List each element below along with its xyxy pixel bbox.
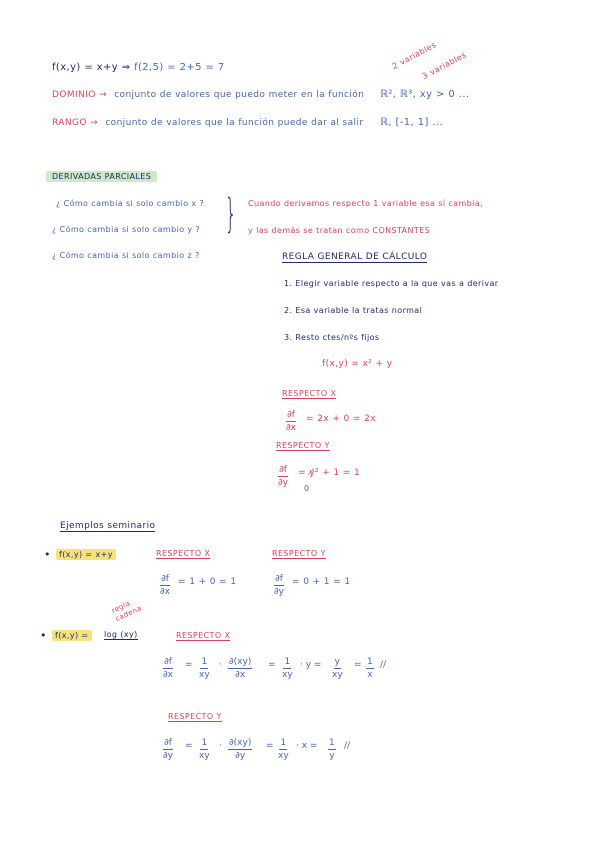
ex2-formula: f(x,y) = [52, 630, 92, 641]
ex2-respecto-x [176, 631, 230, 640]
function-definition [52, 62, 225, 73]
fraction-denominator: ∂y [278, 478, 288, 488]
formula-example: f(2,5) = 2+5 = 7 [134, 62, 225, 73]
dominio-values: ℝ², ℝ³, xy > 0 ... [380, 89, 470, 100]
fraction-denominator: xy [282, 670, 293, 680]
regla-function: f(x,y) = x² + y [322, 359, 393, 369]
question-z: ¿ Cómo cambia si solo cambio z ? [52, 251, 200, 260]
regla-respecto-y [276, 441, 330, 450]
ex2x-frac-dfdx [163, 657, 173, 680]
fraction-denominator: y [329, 751, 335, 761]
ex2x-frac-dxy-dx [228, 657, 252, 680]
regla-title [282, 252, 427, 262]
equals-sign: = [185, 741, 193, 751]
regla-dx-result: = 2x + 0 = 2x [306, 414, 376, 424]
ex2-respecto-y [168, 712, 222, 721]
ex1-dx-result: = 1 + 0 = 1 [178, 577, 237, 587]
rango-values: ℝ, [-1, 1] ... [380, 117, 444, 128]
fraction-denominator: xy [332, 670, 343, 680]
note-2-variables: 2 variables [390, 40, 438, 71]
fraction-numerator: 1 [201, 657, 208, 667]
fraction-numerator: ∂f [164, 657, 172, 667]
fraction-numerator: ∂(xy) [229, 738, 252, 748]
ex2-log-text: log (xy) [104, 630, 138, 639]
ex2-regla-cadena-note: regla cadena [110, 599, 143, 624]
rango-text: conjunto de valores que la función puede dar al salir [105, 118, 364, 128]
ex1-respecto-y [272, 549, 326, 558]
fraction-denominator: xy [199, 670, 210, 680]
equals-sign: = [268, 660, 276, 670]
times-x: · x = [296, 741, 318, 751]
fraction-numerator: 1 [367, 657, 373, 667]
ex1-dy-result: = 0 + 1 = 1 [292, 577, 351, 587]
bullet-2: • [40, 629, 47, 642]
times-y: · y = [300, 660, 322, 670]
note-3-variables: 3 variables [420, 50, 468, 81]
dot-operator: · [219, 660, 222, 670]
ex2-respecto-x-text: RESPECTO X [176, 631, 231, 640]
regla-dy-zero: 0 [304, 484, 310, 493]
ex1-respecto-x [156, 549, 210, 558]
regla-title-text: REGLA GENERAL DE CÁLCULO [282, 252, 428, 262]
ex2x-frac-1-xy [199, 657, 210, 680]
ejemplos-title [60, 521, 155, 531]
fraction-denominator: ∂x [163, 670, 173, 680]
ex2x-frac-1-xy-b [282, 657, 293, 680]
ex2-respecto-y-text: RESPECTO Y [168, 712, 222, 721]
bullet-1: • [44, 548, 51, 561]
equals-sign: = [266, 741, 274, 751]
dot-operator: · [219, 741, 222, 751]
ex1-respecto-y-text: RESPECTO Y [272, 549, 326, 558]
end-mark: // [344, 741, 351, 751]
ejemplos-title-text: Ejemplos seminario [60, 521, 156, 531]
rango-label: RANGO [52, 118, 87, 128]
ex2y-frac-1-xy [199, 738, 210, 761]
dominio-line [52, 90, 364, 100]
ex1-dy-fraction [274, 574, 284, 597]
ex2y-frac-dfdy [163, 738, 173, 761]
regla-dx-fraction [286, 410, 296, 433]
equals-sign: = [354, 660, 362, 670]
question-x: ¿ Cómo cambia si solo cambio x ? [56, 199, 205, 208]
fraction-numerator: y [334, 657, 340, 667]
ex1-dx-fraction [160, 574, 170, 597]
fraction-numerator: ∂f [164, 738, 172, 748]
formula-text: f(x,y) = x+y [52, 62, 119, 73]
fraction-denominator: ∂x [286, 423, 296, 433]
fraction-numerator: ∂f [279, 465, 287, 475]
dominio-arrow: → [98, 90, 107, 100]
rango-line [52, 118, 363, 128]
implies-arrow: ⇒ [121, 62, 131, 73]
dominio-label: DOMINIO [52, 90, 96, 100]
regla-respecto-x [282, 389, 336, 398]
rango-arrow: → [90, 118, 99, 128]
ex2y-frac-1-y [328, 738, 336, 761]
regla-step-1: 1. Elegir variable respecto a la que vas a derivar [284, 279, 499, 288]
regla-dy-result: = y̸² + 1 = 1 [298, 468, 361, 478]
fraction-numerator: ∂f [287, 410, 295, 420]
fraction-denominator: x [367, 670, 373, 680]
ex2y-frac-1-xy-b [278, 738, 289, 761]
fraction-denominator: ∂y [163, 751, 173, 761]
regla-step-2: 2. Esa variable la tratas normal [284, 306, 423, 315]
fraction-denominator: ∂y [235, 751, 246, 761]
fraction-numerator: ∂f [161, 574, 169, 584]
fraction-numerator: 1 [284, 657, 291, 667]
regla-respecto-x-text: RESPECTO X [282, 389, 337, 398]
ex2-log [104, 630, 138, 639]
fraction-numerator: ∂(xy) [229, 657, 252, 667]
ex2x-frac-y-xy [332, 657, 343, 680]
ex2y-frac-dxy-dy [228, 738, 252, 761]
fraction-denominator: xy [278, 751, 289, 761]
regla-respecto-y-text: RESPECTO Y [276, 441, 330, 450]
equals-sign: = [185, 660, 193, 670]
fraction-denominator: ∂y [274, 587, 284, 597]
fraction-denominator: xy [199, 751, 210, 761]
fraction-denominator: ∂x [235, 670, 246, 680]
regla-step-3: 3. Resto ctes/nºs fijos [284, 333, 380, 342]
regla-dy-fraction [278, 465, 288, 488]
fraction-numerator: 1 [201, 738, 208, 748]
ex1-respecto-x-text: RESPECTO X [156, 549, 211, 558]
fraction-numerator: 1 [280, 738, 287, 748]
fraction-denominator: ∂x [160, 587, 170, 597]
parciales-header: DERIVADAS PARCIALES [46, 171, 157, 182]
fraction-numerator: ∂f [275, 574, 283, 584]
dominio-text: conjunto de valores que puedo meter en la función [114, 90, 365, 100]
end-mark: // [380, 660, 387, 670]
ex2x-frac-1-x [366, 657, 374, 680]
explanation-line-1: Cuando derivamos respecto 1 variable esa sí cambia, [248, 199, 484, 208]
explanation-line-2: y las demás se tratan como CONSTANTES [248, 226, 431, 235]
closing-brace: } [224, 191, 237, 237]
question-y: ¿ Cómo cambia si solo cambio y ? [52, 225, 201, 234]
fraction-numerator: 1 [329, 738, 335, 748]
ex1-formula: f(x,y) = x+y [56, 549, 116, 560]
